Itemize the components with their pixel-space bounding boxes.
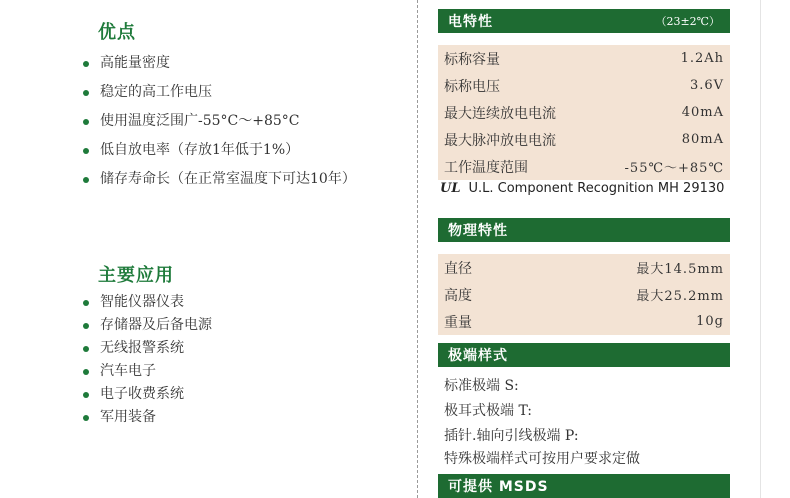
ul-recognition	[440, 181, 724, 196]
bullet-icon	[83, 323, 89, 329]
row-value: 3.6V	[689, 78, 724, 93]
list-item	[80, 78, 356, 107]
electrical-title: 电特性	[448, 14, 493, 30]
physical-header	[438, 218, 730, 242]
table-row	[438, 254, 730, 281]
list-item-label: 汽车电子	[100, 363, 156, 379]
bullet-icon	[83, 415, 89, 421]
bullet-icon	[83, 90, 89, 96]
features-title: 优点	[98, 22, 136, 43]
electrical-header	[438, 9, 730, 33]
bullet-icon	[83, 346, 89, 352]
right-border	[760, 0, 761, 498]
row-label: 高度	[444, 287, 472, 304]
table-row	[438, 72, 730, 99]
table-row	[438, 153, 730, 180]
table-row	[438, 126, 730, 153]
list-item	[80, 337, 212, 360]
list-item-label: 高能量密度	[100, 55, 170, 71]
row-value: -55℃～+85℃	[624, 161, 724, 176]
bullet-icon	[83, 148, 89, 154]
row-label: 直径	[444, 260, 472, 277]
list-item	[80, 314, 212, 337]
row-label: 最大脉冲放电电流	[444, 132, 556, 149]
list-item-label: 无线报警系统	[100, 340, 184, 356]
applications-title: 主要应用	[98, 265, 174, 286]
row-label: 工作温度范围	[444, 159, 528, 176]
table-row	[438, 281, 730, 308]
list-item-label: 储存寿命长（在正常室温度下可达10年）	[100, 171, 356, 187]
msds-header	[438, 474, 730, 498]
list-item-label: 存储器及后备电源	[100, 317, 212, 333]
row-value: 最大14.5mm	[636, 262, 724, 277]
row-label: 最大连续放电电流	[444, 105, 556, 122]
list-item-label: 低自放电率（存放1年低于1%）	[100, 142, 300, 158]
bullet-icon	[83, 392, 89, 398]
row-value: 40mA	[681, 105, 724, 120]
features-list	[80, 49, 356, 194]
msds-title: 可提供 MSDS	[448, 479, 549, 495]
bullet-icon	[83, 177, 89, 183]
row-value: 1.2Ah	[680, 51, 724, 66]
electrical-condition: （23±2℃）	[655, 15, 720, 28]
list-item	[80, 291, 212, 314]
list-item	[80, 383, 212, 406]
row-value: 最大25.2mm	[636, 289, 724, 304]
table-row	[438, 45, 730, 72]
ul-recognition-text: U.L. Component Recognition MH 29130	[468, 181, 725, 196]
table-row	[438, 99, 730, 126]
list-item	[80, 136, 356, 165]
physical-title: 物理特性	[448, 223, 508, 239]
terminals-title: 极端样式	[448, 348, 508, 364]
applications-list	[80, 291, 212, 429]
bullet-icon	[83, 369, 89, 375]
list-item	[80, 165, 356, 194]
terminals-header	[438, 343, 730, 367]
row-value: 80mA	[681, 132, 724, 147]
row-value: 10g	[696, 314, 724, 329]
list-item	[80, 107, 356, 136]
bullet-icon	[83, 61, 89, 67]
column-divider	[417, 0, 418, 498]
terminal-item: 特殊极端样式可按用户要求定做	[444, 451, 640, 467]
list-item-label: 军用装备	[100, 409, 156, 425]
row-label: 标称电压	[444, 78, 500, 95]
row-label: 标称容量	[444, 51, 500, 68]
table-row	[438, 308, 730, 335]
row-label: 重量	[444, 314, 472, 331]
terminal-item: 标准极端 S:	[444, 378, 519, 394]
ul-logo-icon: UL	[440, 181, 461, 196]
bullet-icon	[83, 119, 89, 125]
list-item-label: 智能仪器仪表	[100, 294, 184, 310]
bullet-icon	[83, 300, 89, 306]
terminal-item: 插针.轴向引线极端 P:	[444, 428, 579, 444]
list-item-label: 电子收费系统	[100, 386, 184, 402]
list-item	[80, 406, 212, 429]
list-item	[80, 360, 212, 383]
list-item-label: 稳定的高工作电压	[100, 84, 212, 100]
list-item	[80, 49, 356, 78]
list-item-label: 使用温度泛围广-55°C～+85°C	[100, 113, 300, 129]
terminal-item: 极耳式极端 T:	[444, 403, 533, 419]
